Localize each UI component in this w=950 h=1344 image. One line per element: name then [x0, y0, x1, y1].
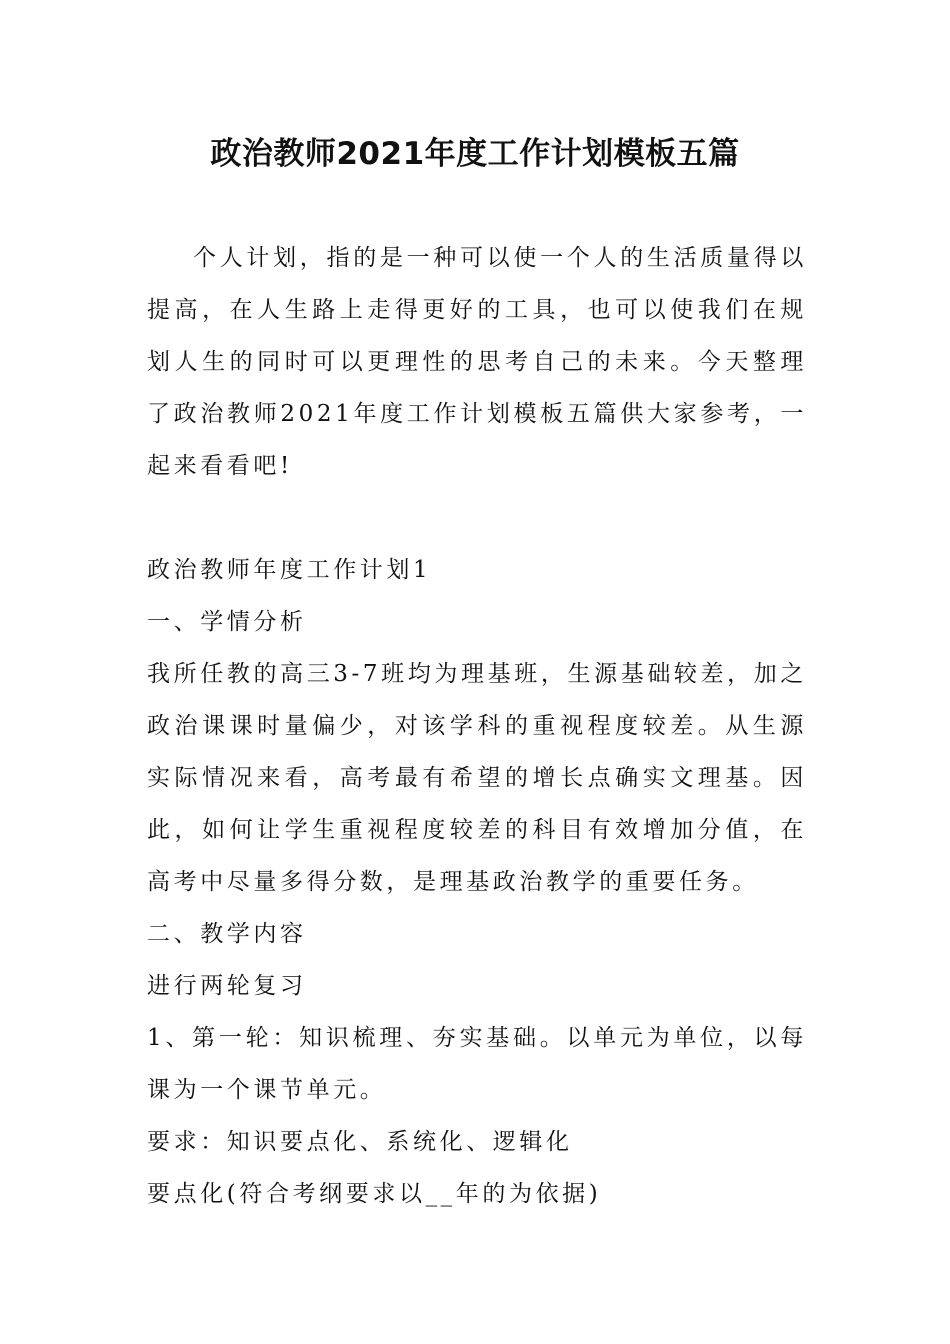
paragraph-spacer: [147, 492, 807, 544]
document-title: 政治教师2021年度工作计划模板五篇: [210, 136, 740, 172]
heading-teaching-content: 二、教学内容: [147, 921, 307, 947]
requirement-line: 要求：知识要点化、系统化、逻辑化: [147, 1129, 573, 1155]
key-points-line: 要点化(符合考纲要求以__年的为依据): [147, 1181, 602, 1207]
section-heading: 政治教师年度工作计划1: [147, 557, 432, 583]
document-body: [147, 232, 807, 1220]
heading-situation-analysis: 一、学情分析: [147, 609, 307, 635]
review-line: 进行两轮复习: [147, 973, 307, 999]
intro-paragraph: 个人计划，指的是一种可以使一个人的生活质量得以提高，在人生路上走得更好的工具，也可以使我们在规划人生的同时可以更理性的思考自己的未来。今天整理了政治教师2021年度工作计划模板五篇供大家参考，一起来看看吧!: [147, 245, 807, 479]
situation-analysis-paragraph: 我所任教的高三3-7班均为理基班，生源基础较差，加之政治课课时量偏少，对该学科的重视程度较差。从生源实际情况来看，高考最有希望的增长点确实文理基。因此，如何让学生重视程度较差的科目有效增加分值，在高考中尽量多得分数，是理基政治教学的重要任务。: [147, 661, 807, 895]
first-round-line: 1、第一轮：知识梳理、夯实基础。以单元为单位，以每课为一个课节单元。: [147, 1025, 807, 1103]
